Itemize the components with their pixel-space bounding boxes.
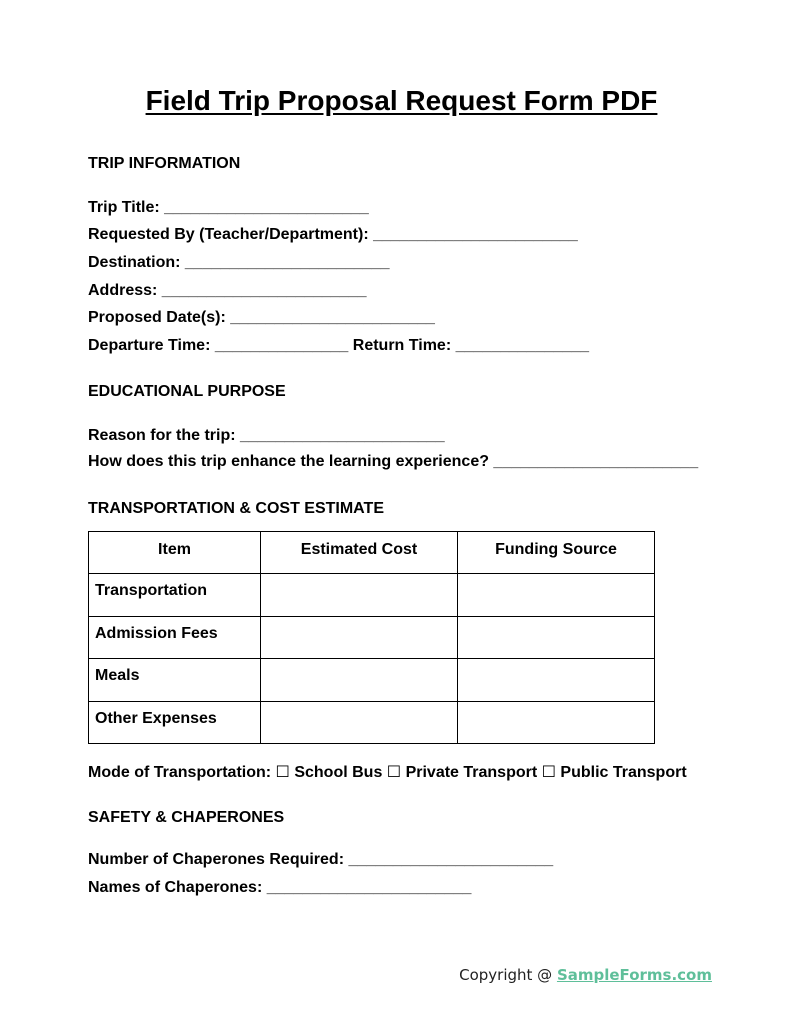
section-heading-transportation: TRANSPORTATION & COST ESTIMATE bbox=[88, 500, 384, 517]
page-title: Field Trip Proposal Request Form PDF bbox=[145, 85, 658, 116]
requested-by-field: Requested By (Teacher/Department): _______________________ bbox=[88, 226, 578, 243]
address-field: Address: _______________________ bbox=[88, 282, 367, 299]
section-heading-trip-information: TRIP INFORMATION bbox=[88, 155, 241, 172]
column-header-estimated-cost: Estimated Cost bbox=[261, 532, 458, 574]
estimated-cost-cell[interactable] bbox=[261, 616, 458, 659]
funding-source-cell[interactable] bbox=[458, 574, 655, 617]
row-label-other-expenses: Other Expenses bbox=[89, 701, 261, 744]
funding-source-cell[interactable] bbox=[458, 701, 655, 744]
row-label-transportation: Transportation bbox=[89, 574, 261, 617]
funding-source-cell[interactable] bbox=[458, 659, 655, 702]
learning-experience-field: How does this trip enhance the learning experience? _______________________ bbox=[88, 453, 699, 470]
table-row bbox=[89, 701, 655, 744]
chaperone-names-field: Names of Chaperones: _______________________ bbox=[88, 879, 472, 896]
copyright-text: Copyright @ bbox=[459, 966, 557, 984]
section-heading-educational-purpose: EDUCATIONAL PURPOSE bbox=[88, 383, 286, 400]
column-header-item: Item bbox=[89, 532, 261, 574]
mode-of-transportation-options: Mode of Transportation: ☐ School Bus ☐ Private Transport ☐ Public Transport bbox=[88, 764, 687, 781]
row-label-meals: Meals bbox=[89, 659, 261, 702]
table-row bbox=[89, 574, 655, 617]
brand-link[interactable]: SampleForms.com bbox=[556, 966, 712, 984]
copyright-footer bbox=[459, 966, 712, 984]
funding-source-cell[interactable] bbox=[458, 616, 655, 659]
trip-title-field: Trip Title: _______________________ bbox=[88, 199, 369, 216]
departure-return-time-field: Departure Time: _______________ Return Time: _______________ bbox=[88, 337, 590, 354]
chaperone-count-field: Number of Chaperones Required: _______________________ bbox=[88, 851, 554, 868]
column-header-funding-source: Funding Source bbox=[458, 532, 655, 574]
estimated-cost-cell[interactable] bbox=[261, 659, 458, 702]
table-header-row bbox=[89, 532, 655, 574]
row-label-admission-fees: Admission Fees bbox=[89, 616, 261, 659]
estimated-cost-cell[interactable] bbox=[261, 701, 458, 744]
estimated-cost-cell[interactable] bbox=[261, 574, 458, 617]
cost-estimate-table bbox=[88, 531, 655, 744]
table-row bbox=[89, 616, 655, 659]
section-heading-safety: SAFETY & CHAPERONES bbox=[88, 809, 285, 826]
reason-field: Reason for the trip: _______________________ bbox=[88, 427, 445, 444]
destination-field: Destination: _______________________ bbox=[88, 254, 390, 271]
table-row bbox=[89, 659, 655, 702]
proposed-dates-field: Proposed Date(s): _______________________ bbox=[88, 309, 435, 326]
